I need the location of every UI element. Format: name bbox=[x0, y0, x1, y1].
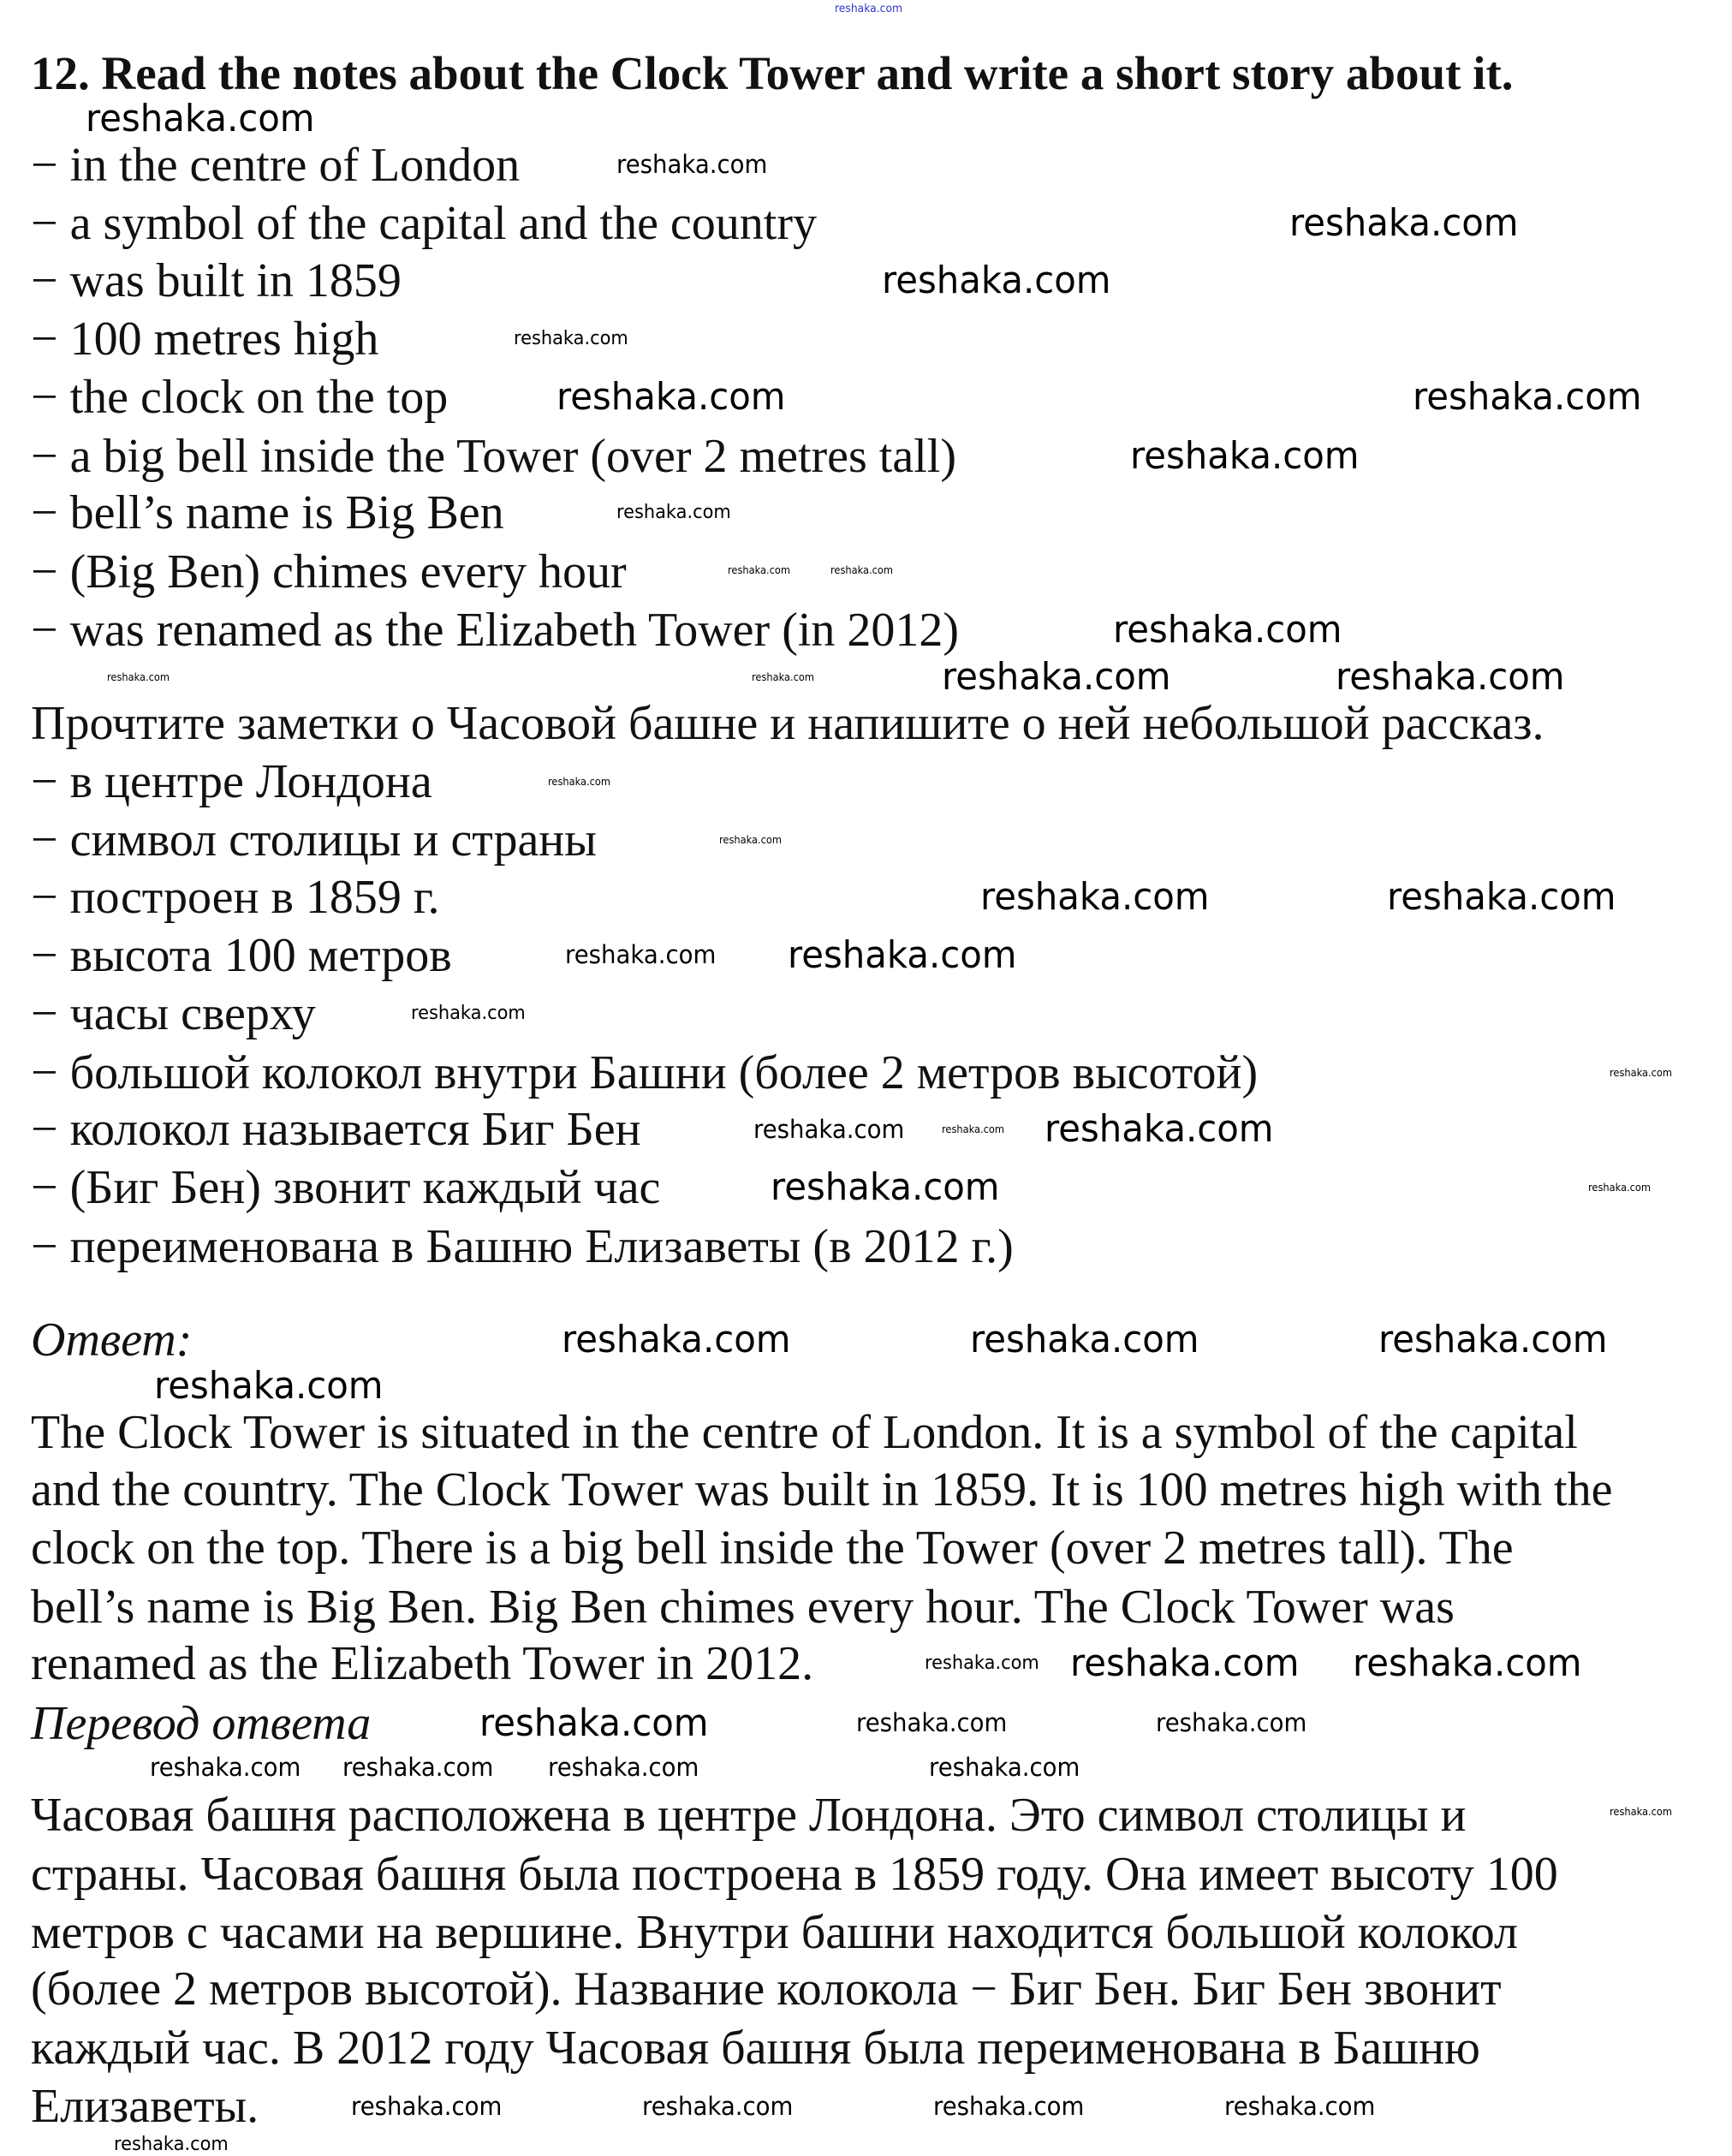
watermark: reshaka.com bbox=[1353, 1641, 1582, 1685]
watermark: reshaka.com bbox=[479, 1701, 709, 1745]
translation-line: метров с часами на вершине. Внутри башни находится большой колокол bbox=[31, 1906, 1518, 1959]
note-ru-item: − часы сверху bbox=[31, 987, 316, 1040]
task-ru: Прочтите заметки о Часовой башне и напишите о ней небольшой рассказ. bbox=[31, 697, 1545, 750]
answer-line: renamed as the Elizabeth Tower in 2012. bbox=[31, 1637, 814, 1690]
note-ru-item: − переименована в Башню Елизаветы (в 2012 г.) bbox=[31, 1220, 1014, 1273]
watermark: reshaka.com bbox=[1336, 655, 1565, 699]
watermark: reshaka.com bbox=[616, 150, 768, 179]
watermark: reshaka.com bbox=[942, 1123, 1004, 1135]
watermark: reshaka.com bbox=[835, 3, 903, 15]
watermark: reshaka.com bbox=[1070, 1641, 1300, 1685]
watermark: reshaka.com bbox=[411, 1003, 526, 1024]
watermark: reshaka.com bbox=[970, 1318, 1199, 1361]
translation-label: Перевод ответа bbox=[31, 1697, 372, 1750]
watermark: reshaka.com bbox=[1224, 2092, 1376, 2121]
watermark: reshaka.com bbox=[342, 1753, 494, 1782]
watermark: reshaka.com bbox=[548, 1753, 699, 1782]
watermark: reshaka.com bbox=[1045, 1107, 1274, 1151]
watermark: reshaka.com bbox=[1610, 1806, 1672, 1818]
watermark: reshaka.com bbox=[1387, 875, 1616, 919]
watermark: reshaka.com bbox=[1130, 434, 1360, 478]
note-en-item: − bell’s name is Big Ben bbox=[31, 486, 504, 539]
watermark: reshaka.com bbox=[114, 2134, 229, 2155]
watermark: reshaka.com bbox=[788, 933, 1017, 977]
note-en-item: − a big bell inside the Tower (over 2 metres tall) bbox=[31, 430, 956, 483]
answer-line: The Clock Tower is situated in the centre of London. It is a symbol of the capital bbox=[31, 1406, 1578, 1459]
watermark: reshaka.com bbox=[1156, 1708, 1307, 1737]
watermark: reshaka.com bbox=[107, 671, 170, 683]
watermark: reshaka.com bbox=[830, 564, 893, 576]
exercise-title: 12. Read the notes about the Clock Tower and write a short story about it. bbox=[31, 47, 1514, 99]
note-ru-item: − в центре Лондона bbox=[31, 755, 432, 808]
watermark: reshaka.com bbox=[514, 328, 628, 349]
watermark: reshaka.com bbox=[1588, 1182, 1651, 1194]
watermark: reshaka.com bbox=[1610, 1067, 1672, 1079]
note-ru-item: − большой колокол внутри Башни (более 2 метров высотой) bbox=[31, 1046, 1259, 1099]
note-ru-item: − высота 100 метров bbox=[31, 929, 452, 982]
watermark: reshaka.com bbox=[154, 1364, 384, 1408]
answer-line: clock on the top. There is a big bell inside the Tower (over 2 metres tall). The bbox=[31, 1522, 1514, 1575]
watermark: reshaka.com bbox=[929, 1753, 1080, 1782]
watermark: reshaka.com bbox=[728, 564, 790, 576]
watermark: reshaka.com bbox=[616, 502, 731, 523]
note-en-item: − in the centre of London bbox=[31, 139, 521, 192]
watermark: reshaka.com bbox=[719, 834, 782, 846]
watermark: reshaka.com bbox=[882, 259, 1111, 302]
note-ru-item: − колокол называется Биг Бен bbox=[31, 1103, 641, 1156]
watermark: reshaka.com bbox=[1113, 608, 1342, 652]
note-en-item: − a symbol of the capital and the country bbox=[31, 197, 817, 250]
answer-line: bell’s name is Big Ben. Big Ben chimes every hour. The Clock Tower was bbox=[31, 1581, 1455, 1634]
watermark: reshaka.com bbox=[86, 97, 315, 140]
watermark: reshaka.com bbox=[752, 671, 814, 683]
watermark: reshaka.com bbox=[1289, 201, 1519, 245]
watermark: reshaka.com bbox=[980, 875, 1210, 919]
translation-line: Часовая башня расположена в центре Лондона. Это символ столицы и bbox=[31, 1789, 1467, 1842]
translation-line: (более 2 метров высотой). Название колокола − Биг Бен. Биг Бен звонит bbox=[31, 1962, 1502, 2016]
answer-line: and the country. The Clock Tower was built in 1859. It is 100 metres high with the bbox=[31, 1463, 1613, 1516]
watermark: reshaka.com bbox=[1413, 375, 1642, 419]
answer-label: Ответ: bbox=[31, 1313, 193, 1367]
watermark: reshaka.com bbox=[925, 1653, 1039, 1674]
watermark: reshaka.com bbox=[753, 1115, 905, 1144]
note-en-item: − (Big Ben) chimes every hour bbox=[31, 545, 627, 599]
watermark: reshaka.com bbox=[933, 2092, 1085, 2121]
note-ru-item: − построен в 1859 г. bbox=[31, 871, 440, 924]
watermark: reshaka.com bbox=[351, 2092, 503, 2121]
note-en-item: − was built in 1859 bbox=[31, 254, 402, 307]
note-en-item: − 100 metres high bbox=[31, 313, 379, 366]
watermark: reshaka.com bbox=[942, 655, 1171, 699]
watermark: reshaka.com bbox=[548, 776, 610, 788]
watermark: reshaka.com bbox=[557, 375, 786, 419]
watermark: reshaka.com bbox=[856, 1708, 1008, 1737]
translation-line: страны. Часовая башня была построена в 1859 году. Она имеет высоту 100 bbox=[31, 1848, 1558, 1901]
translation-line: каждый час. В 2012 году Часовая башня была переименована в Башню bbox=[31, 2022, 1480, 2075]
watermark: reshaka.com bbox=[642, 2092, 794, 2121]
watermark: reshaka.com bbox=[150, 1753, 301, 1782]
watermark: reshaka.com bbox=[562, 1318, 791, 1361]
note-en-item: − the clock on the top bbox=[31, 371, 449, 424]
translation-line: Елизаветы. bbox=[31, 2080, 259, 2133]
note-en-item: − was renamed as the Elizabeth Tower (in 2012) bbox=[31, 604, 960, 657]
watermark: reshaka.com bbox=[771, 1165, 1000, 1209]
note-ru-item: − символ столицы и страны bbox=[31, 813, 597, 867]
watermark: reshaka.com bbox=[565, 940, 717, 969]
watermark: reshaka.com bbox=[1378, 1318, 1608, 1361]
note-ru-item: − (Биг Бен) звонит каждый час bbox=[31, 1161, 661, 1214]
